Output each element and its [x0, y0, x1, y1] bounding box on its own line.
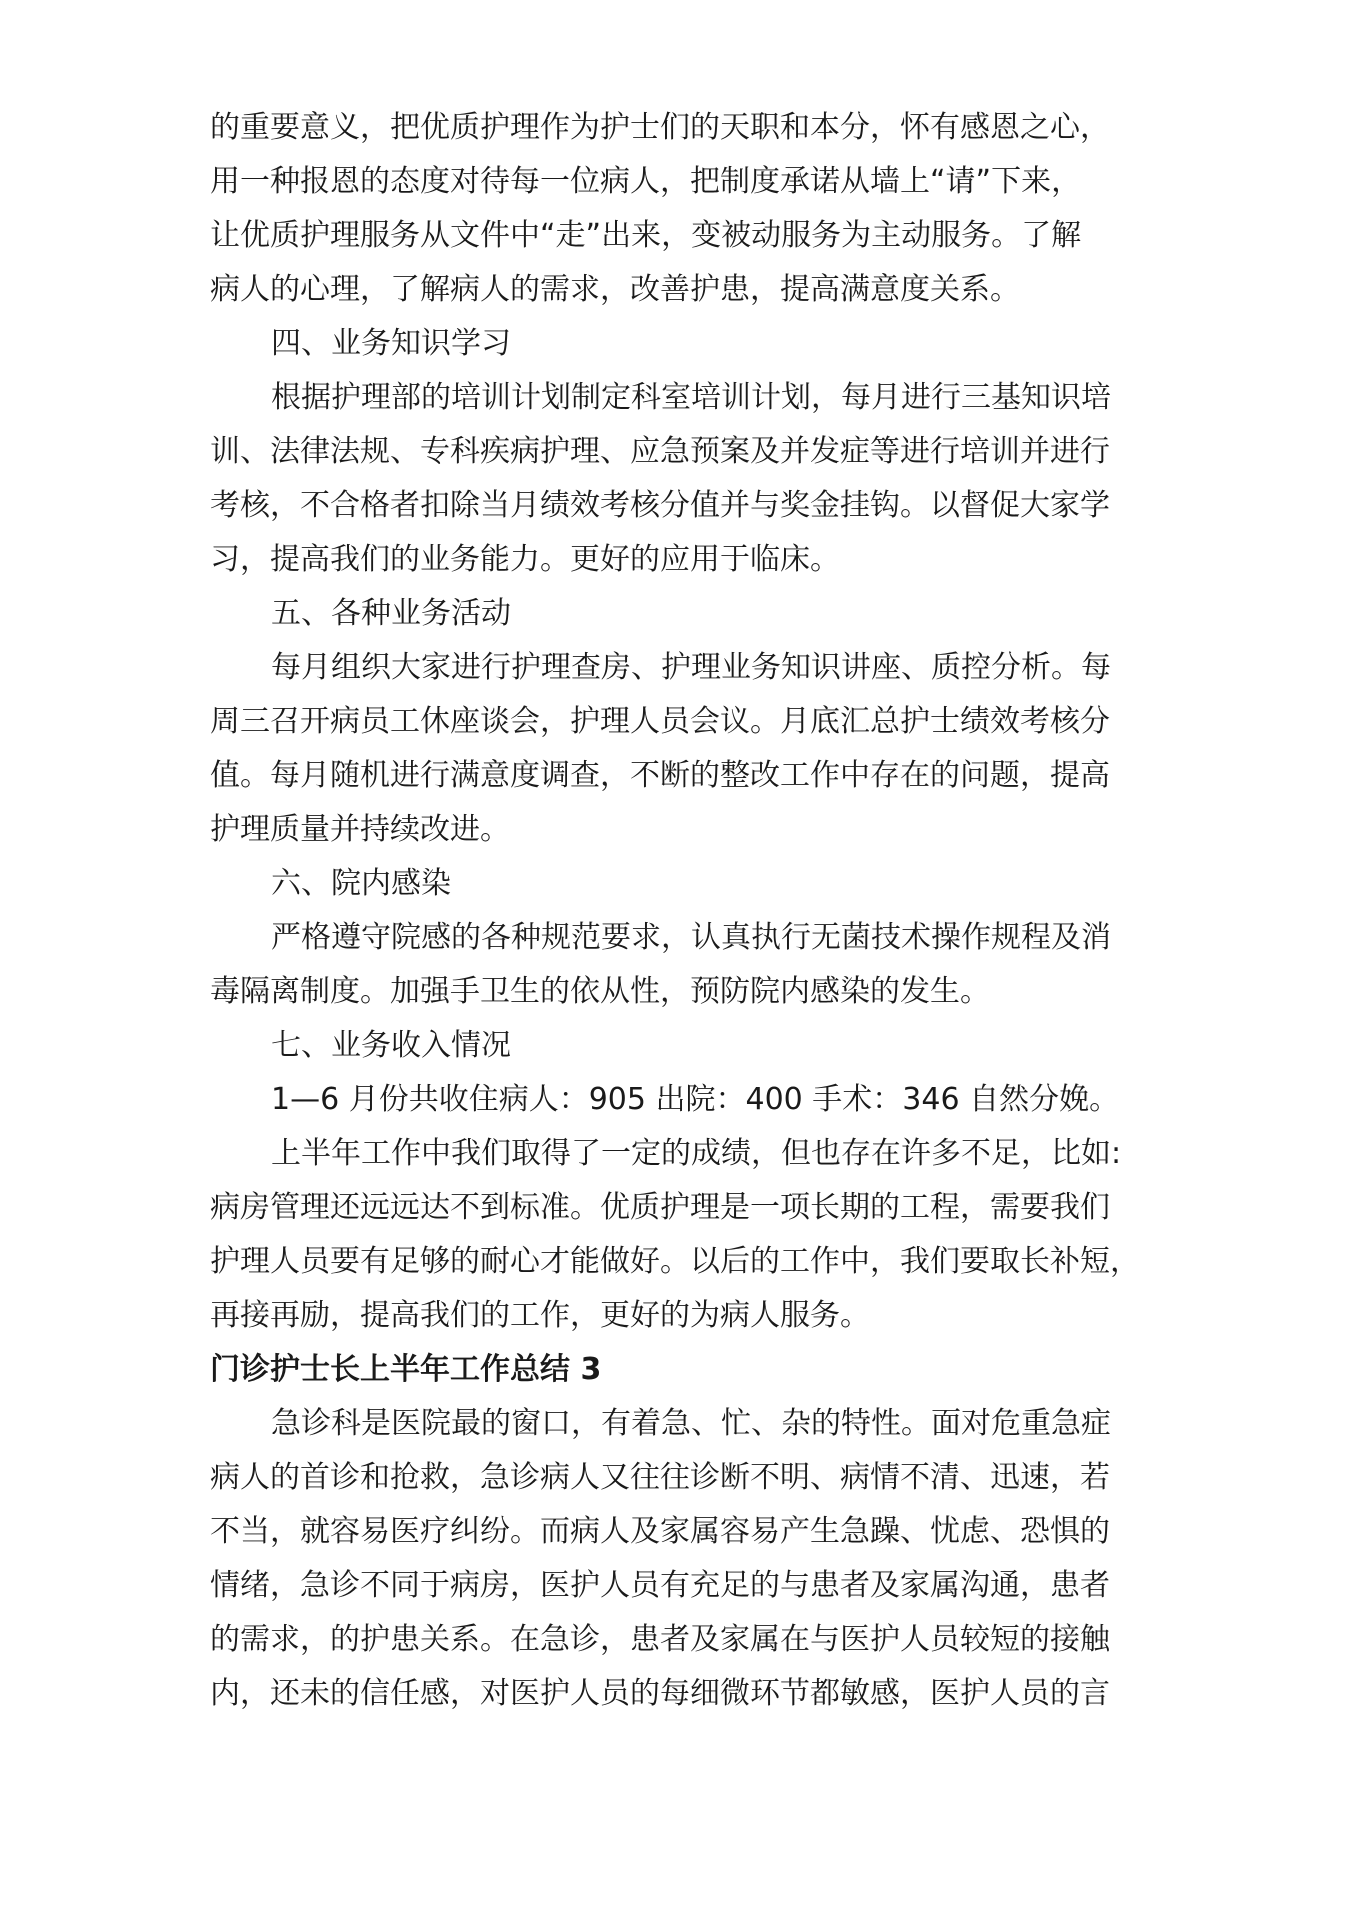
paragraph-line: 让优质护理服务从文件中“走”出来，变被动服务为主动服务。了解	[210, 218, 1082, 253]
paragraph-line: 的重要意义，把优质护理作为护士们的天职和本分，怀有感恩之心，	[210, 110, 1110, 145]
paragraph-line: 每月组织大家进行护理查房、护理业务知识讲座、质控分析。每	[271, 650, 1111, 685]
paragraph-line: 训、法律法规、专科疾病护理、应急预案及并发症等进行培训并进行	[210, 434, 1110, 469]
paragraph-line: 不当，就容易医疗纠纷。而病人及家属容易产生急躁、忧虑、恐惧的	[210, 1514, 1110, 1549]
section-heading: 四、业务知识学习	[271, 326, 511, 361]
paragraph-line: 情绪，急诊不同于病房，医护人员有充足的与患者及家属沟通，患者	[210, 1568, 1110, 1603]
paragraph-line: 内，还未的信任感，对医护人员的每细微环节都敏感，医护人员的言	[210, 1676, 1110, 1711]
section-heading: 七、业务收入情况	[271, 1028, 511, 1063]
paragraph-line: 病房管理还远远达不到标准。优质护理是一项长期的工程，需要我们	[210, 1190, 1110, 1225]
paragraph-line: 周三召开病员工休座谈会，护理人员会议。月底汇总护士绩效考核分	[210, 704, 1110, 739]
paragraph-line: 病人的心理，了解病人的需求，改善护患，提高满意度关系。	[210, 272, 1020, 307]
paragraph-line: 病人的首诊和抢救，急诊病人又往往诊断不明、病情不清、迅速，若	[210, 1460, 1110, 1495]
paragraph-line: 根据护理部的培训计划制定科室培训计划，每月进行三基知识培	[271, 380, 1111, 415]
paragraph-line: 护理质量并持续改进。	[210, 812, 510, 847]
paragraph-line: 再接再励，提高我们的工作，更好的为病人服务。	[210, 1298, 870, 1333]
paragraph-line: 习，提高我们的业务能力。更好的应用于临床。	[210, 542, 840, 577]
paragraph-line: 严格遵守院感的各种规范要求，认真执行无菌技术操作规程及消	[271, 920, 1111, 955]
paragraph-line: 上半年工作中我们取得了一定的成绩，但也存在许多不足，比如:	[271, 1136, 1122, 1171]
section-heading: 五、各种业务活动	[271, 596, 511, 631]
paragraph-line: 1—6 月份共收住病人：905 出院：400 手术：346 自然分娩。	[271, 1082, 1120, 1117]
document-title: 门诊护士长上半年工作总结 3	[210, 1352, 602, 1387]
paragraph-line: 护理人员要有足够的耐心才能做好。以后的工作中，我们要取长补短，	[210, 1244, 1140, 1279]
paragraph-line: 毒隔离制度。加强手卫生的依从性，预防院内感染的发生。	[210, 974, 990, 1009]
section-heading: 六、院内感染	[271, 866, 451, 901]
paragraph-line: 的需求，的护患关系。在急诊，患者及家属在与医护人员较短的接触	[210, 1622, 1110, 1657]
paragraph-line: 用一种报恩的态度对待每一位病人，把制度承诺从墙上“请”下来，	[210, 164, 1082, 199]
paragraph-line: 急诊科是医院最的窗口，有着急、忙、杂的特性。面对危重急症	[271, 1406, 1111, 1441]
paragraph-line: 值。每月随机进行满意度调查，不断的整改工作中存在的问题，提高	[210, 758, 1110, 793]
paragraph-line: 考核，不合格者扣除当月绩效考核分值并与奖金挂钩。以督促大家学	[210, 488, 1110, 523]
